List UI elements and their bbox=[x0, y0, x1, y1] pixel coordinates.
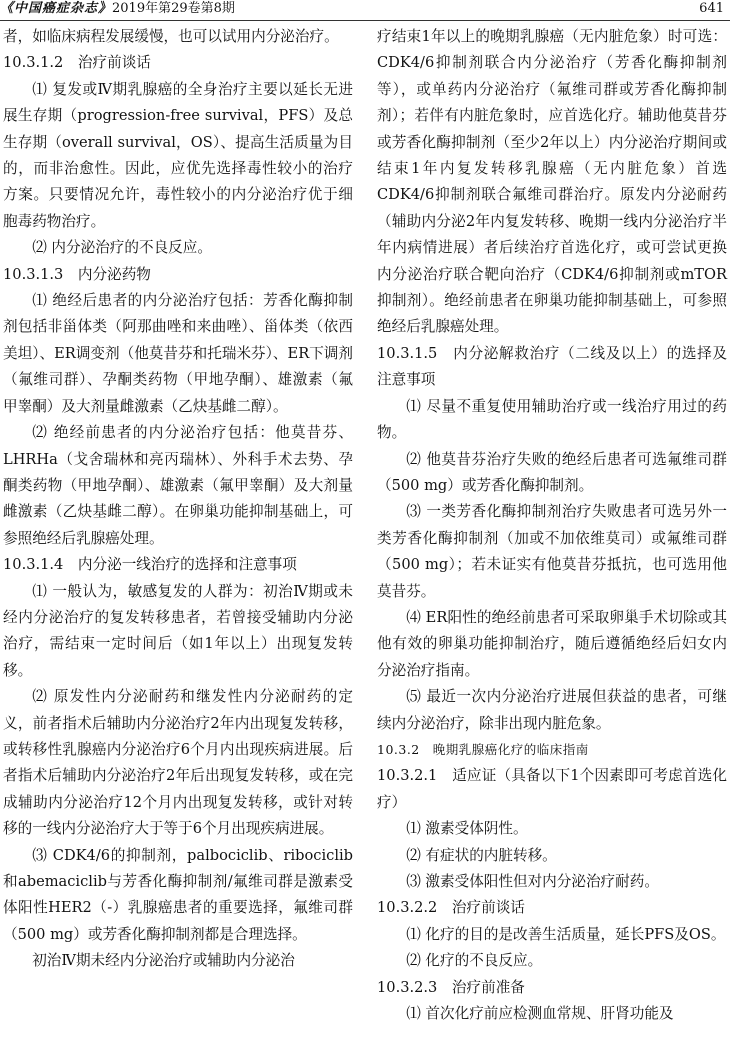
paragraph: ⑴ 一般认为，敏感复发的人群为：初治Ⅳ期或未经内分泌治疗的复发转移患者，若曾接受辅助内分泌治疗，需结束一定时间后（如1年以上）出现复发转移。 bbox=[3, 582, 353, 679]
paragraph: ⑵ 绝经前患者的内分泌治疗包括：他莫昔芬、LHRHa（戈舍瑞林和亮丙瑞林）、外科手术去势、孕酮类药物（甲地孕酮）、雄激素（氟甲睾酮）及大剂量雌激素（乙炔基雌二醇）。在卵巢功能抑制基础上，可参照绝经后乳腺癌处理。 bbox=[3, 424, 353, 547]
right-column bbox=[377, 24, 727, 1027]
issue-info: 2019年第29卷第8期 bbox=[112, 1, 235, 16]
paragraph: ⑵ 他莫昔芬治疗失败的绝经后患者可选氟维司群（500 mg）或芳香化酶抑制剂。 bbox=[377, 450, 727, 494]
paragraph: ⑴ 化疗的目的是改善生活质量，延长PFS及OS。 bbox=[406, 925, 726, 943]
paragraph: ⑴ 激素受体阴性。 bbox=[406, 820, 528, 838]
section-heading: 10.3.1.3 内分泌药物 bbox=[3, 265, 151, 283]
paragraph: ⑴ 绝经后患者的内分泌治疗包括：芳香化酶抑制剂包括非甾体类（阿那曲唑和来曲唑）、甾体类（依西美坦）、ER调变剂（他莫昔芬和托瑞米芬）、ER下调剂（氟维司群）、孕酮类药物（甲地孕酮）、雄激素（氟甲睾酮）及大剂量雌激素（乙炔基雌二醇）。 bbox=[3, 292, 353, 415]
paragraph: ⑴ 尽量不重复使用辅助治疗或一线治疗用过的药物。 bbox=[377, 397, 727, 442]
paragraph: 者，如临床病程发展缓慢，也可以试用内分泌治疗。 bbox=[3, 28, 339, 45]
section-heading: 10.3.1.4 内分泌一线治疗的选择和注意事项 bbox=[3, 556, 297, 574]
section-heading: 10.3.2 晚期乳腺癌化疗的临床指南 bbox=[377, 741, 589, 757]
page-number: 641 bbox=[699, 1, 724, 16]
paragraph: 疗结束1年以上的晚期乳腺癌（无内脏危象）时可选：CDK4/6抑制剂联合内分泌治疗（芳香化酶抑制剂等），或单药内分泌治疗（氟维司群或芳香化酶抑制剂）；若伴有内脏危象时，应首选化疗。辅助他莫昔芬或芳香化酶抑制剂（至少2年以上）内分泌治疗期间或结束1年内复发转移乳腺癌（无内脏危象）首选CDK4/6抑制剂联合氟维司群治疗。原发内分泌耐药（辅助内分泌2年内复发转移、晚期一线内分泌治疗半年内病情进展）者后续治疗首选化疗，或可尝试更换内分泌治疗联合靶向治疗（CDK4/6抑制剂或mTOR抑制剂）。绝经前患者在卵巢功能抑制基础上，可参照绝经后乳腺癌处理。 bbox=[377, 28, 727, 336]
paragraph: ⑷ ER阳性的绝经前患者可采取卵巢手术切除或其他有效的卵巢功能抑制治疗，随后遵循绝经后妇女内分泌治疗指南。 bbox=[377, 608, 727, 679]
section-heading: 10.3.2.2 治疗前谈话 bbox=[377, 899, 525, 917]
header-rule bbox=[0, 20, 730, 21]
header-citation bbox=[0, 0, 235, 18]
section-heading: 10.3.2.1 适应证（具备以下1个因素即可考虑首选化疗） bbox=[377, 767, 727, 811]
section-heading: 10.3.2.3 治疗前准备 bbox=[377, 978, 525, 996]
left-column bbox=[3, 24, 353, 975]
paragraph: 初治Ⅳ期未经内分泌治疗或辅助内分泌治 bbox=[32, 952, 295, 970]
paragraph: ⑵ 内分泌治疗的不良反应。 bbox=[32, 239, 212, 257]
paragraph: ⑵ 化疗的不良反应。 bbox=[406, 952, 543, 970]
section-heading: 10.3.1.5 内分泌解救治疗（二线及以上）的选择及注意事项 bbox=[377, 344, 727, 389]
paragraph: ⑶ 激素受体阳性但对内分泌治疗耐药。 bbox=[406, 873, 659, 890]
paragraph: ⑶ CDK4/6的抑制剂，palbociclib、ribociclib和abemaciclib与芳香化酶抑制剂/氟维司群是激素受体阳性HER2（-）乳腺癌患者的重要选择，氟维司群（500 mg）或芳香化酶抑制剂都是合理选择。 bbox=[3, 846, 353, 943]
section-heading: 10.3.1.2 治疗前谈话 bbox=[3, 54, 151, 72]
paragraph: ⑵ 原发性内分泌耐药和继发性内分泌耐药的定义，前者指术后辅助内分泌治疗2年内出现复发转移，或转移性乳腺癌内分泌治疗6个月内出现疾病进展。后者指术后辅助内分泌治疗2年后出现复发转移，或在完成辅助内分泌治疗12个月内出现复发转移，或针对转移的一线内分泌治疗大于等于6个月出现疾病进展。 bbox=[3, 688, 353, 838]
paragraph: ⑴ 首次化疗前应检测血常规、肝肾功能及 bbox=[406, 1005, 674, 1023]
paragraph: ⑴ 复发或Ⅳ期乳腺癌的全身治疗主要以延长无进展生存期（progression-free survival，PFS）及总生存期（overall survival，OS）、提高生活质量为目的，而非治愈性。因此，应优先选择毒性较小的治疗方案。只要情况允许，毒性较小的内分泌治疗优于细胞毒药物治疗。 bbox=[3, 80, 353, 230]
paragraph: ⑶ 一类芳香化酶抑制剂治疗失败患者可选另外一类芳香化酶抑制剂（加或不加依维莫司）或氟维司群（500 mg）；若未证实有他莫昔芬抵抗，也可选用他莫昔芬。 bbox=[377, 503, 727, 600]
paragraph: ⑸ 最近一次内分泌治疗进展但获益的患者，可继续内分泌治疗，除非出现内脏危象。 bbox=[377, 688, 727, 732]
journal-name: 《中国癌症杂志》 bbox=[0, 1, 113, 16]
running-header bbox=[0, 0, 730, 22]
paragraph: ⑵ 有症状的内脏转移。 bbox=[406, 846, 557, 864]
